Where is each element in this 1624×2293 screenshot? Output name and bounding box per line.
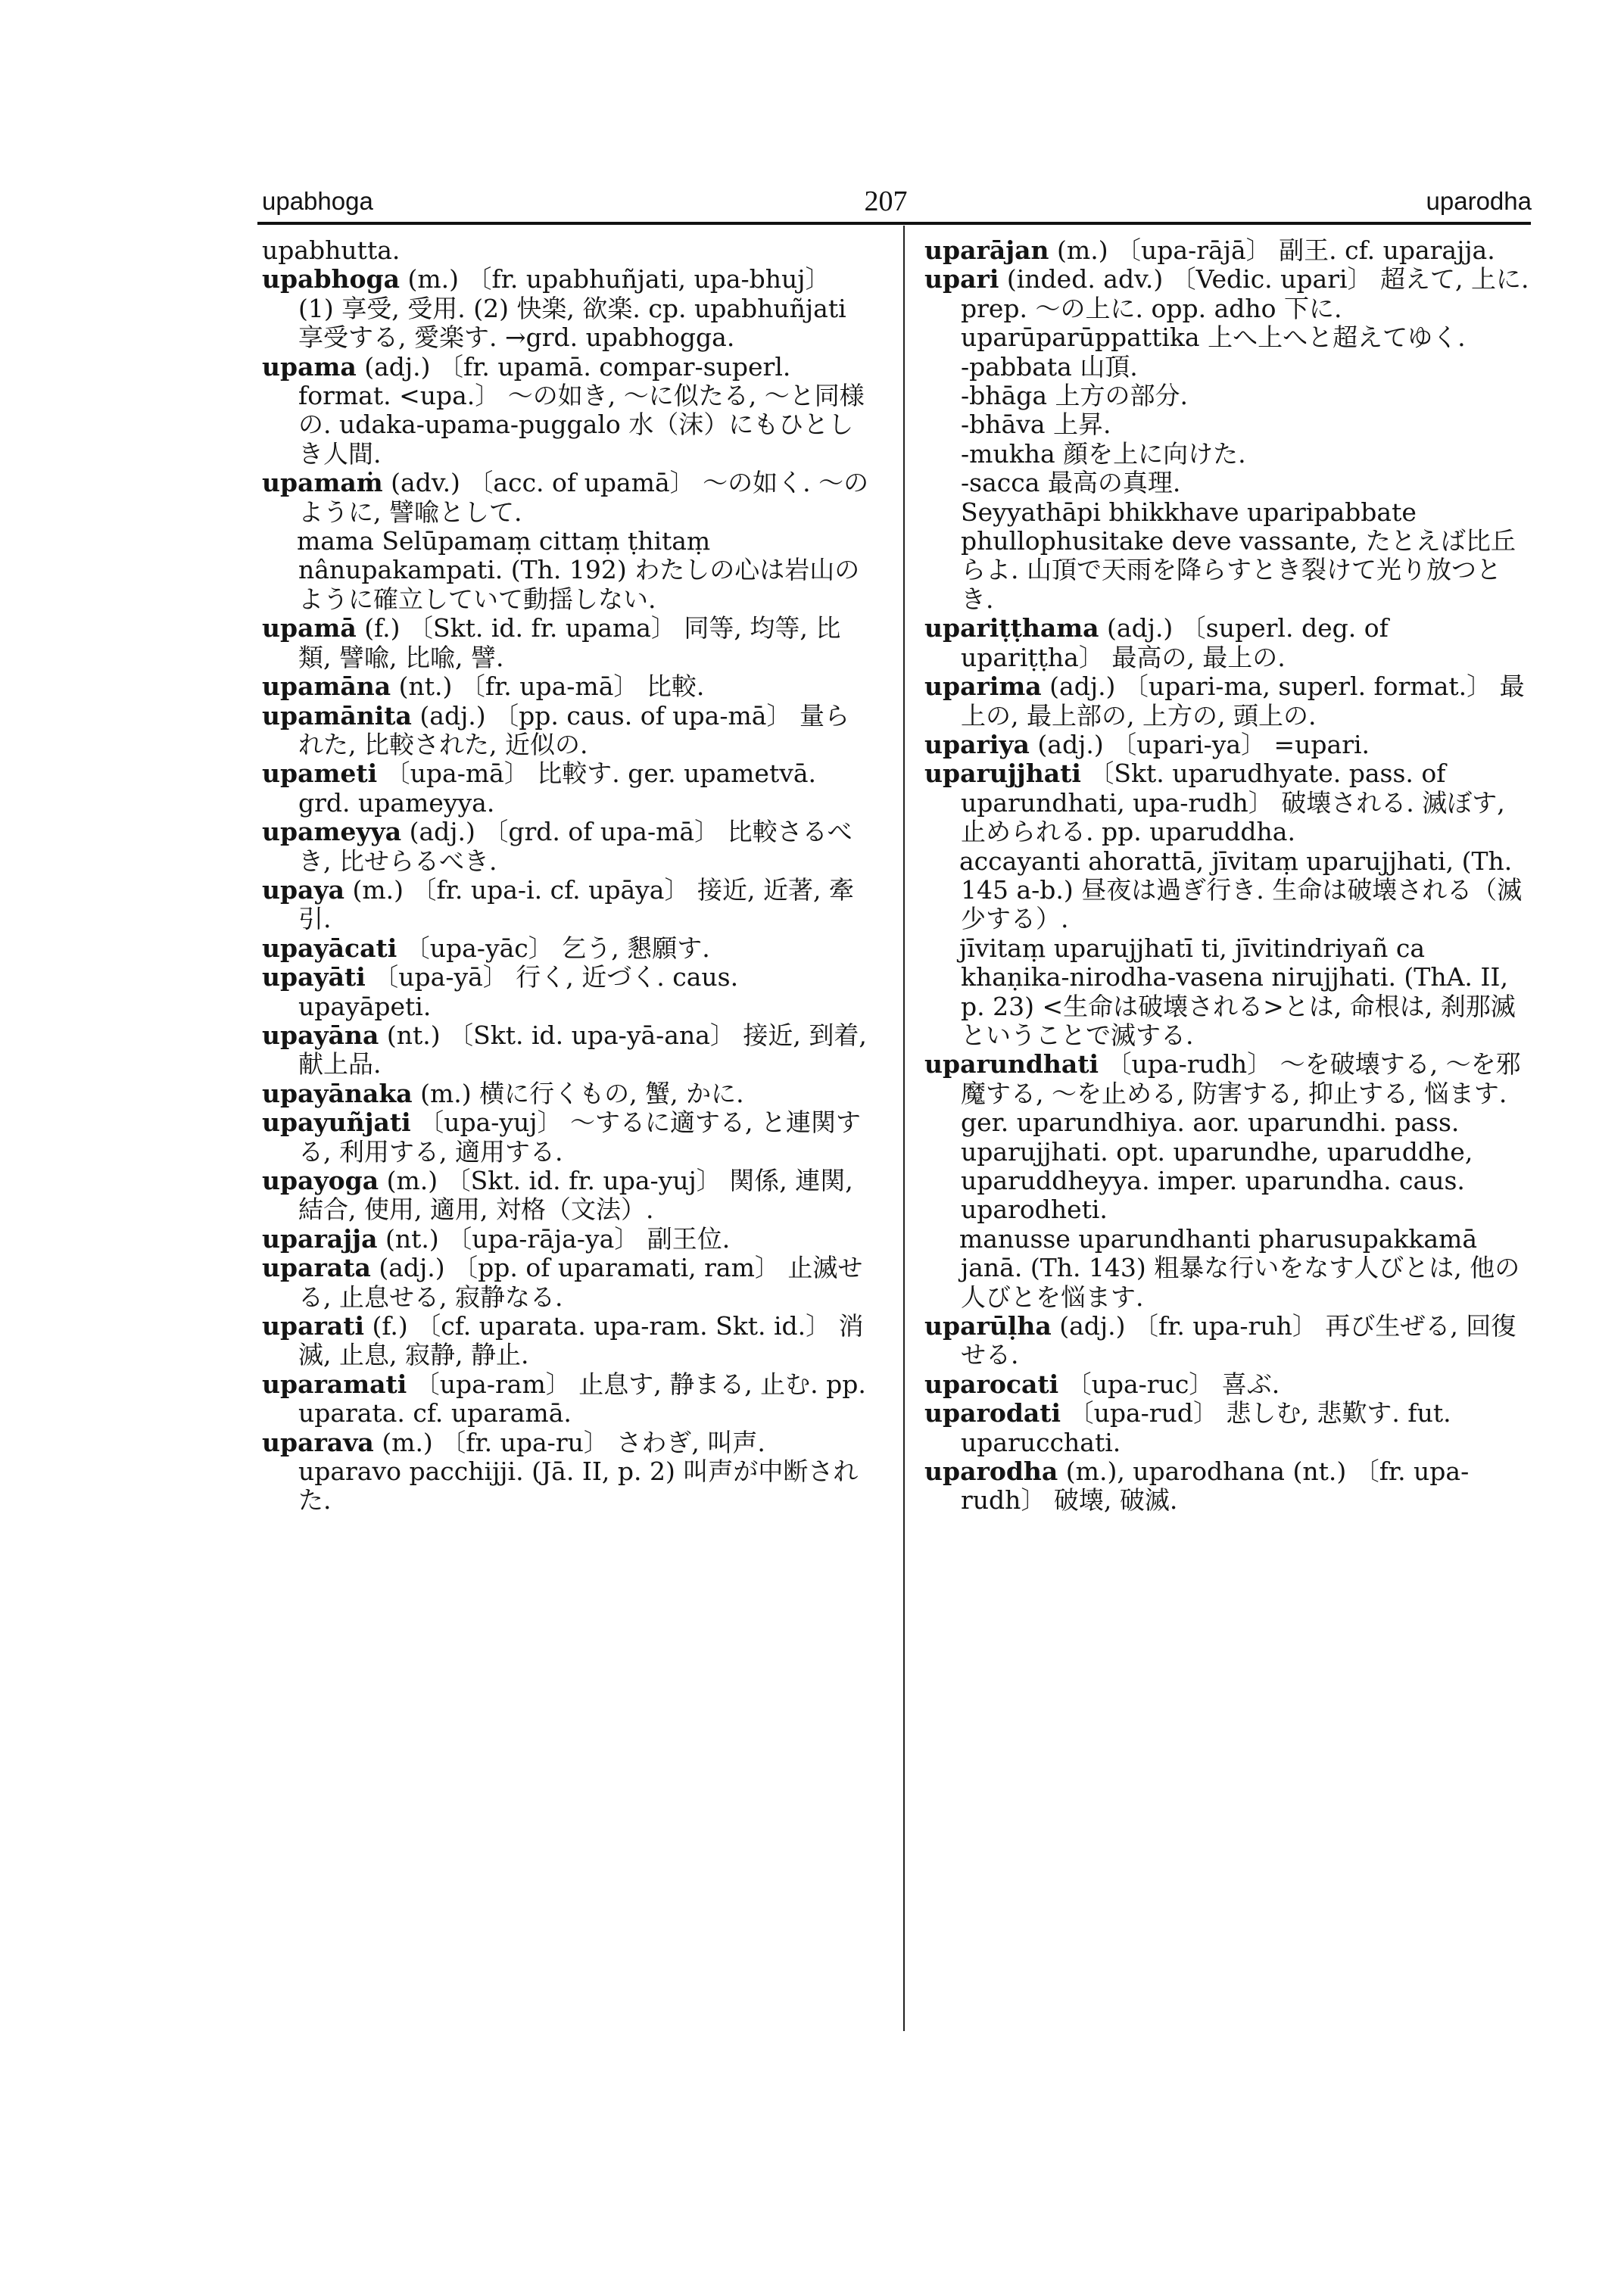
dictionary-entry xyxy=(924,1457,1530,1516)
entry-definition: 〔upa-ruc〕 喜ぶ. xyxy=(1058,1369,1280,1399)
entry-definition: 〔upa-rudh〕 ～を破壊する, ～を邪魔する, ～を止める, 防害する, 抑止する, 悩ます. ger. uparundhiya. aor. uparundhi. pass. uparujjhati. opt. uparundhe, uparuddhe, uparuddheyya. imper. uparundha. caus. uparodheti. xyxy=(961,1049,1521,1225)
compound-subentry: Seyyathāpi bhikkhave uparipabbate phullophusitake deve vassante, たとえば比丘らよ. 山頂で天雨を降らすとき裂けて光り放つとき. xyxy=(961,497,1516,614)
entry-definition: (adj.) 〔upari-ya〕 =upari. xyxy=(1029,729,1370,759)
entry-definition: (nt.) 〔upa-rāja-ya〕 副王位. xyxy=(377,1223,731,1254)
entry-definition: (nt.) 〔fr. upa-mā〕 比較. xyxy=(391,671,705,702)
entry-definition: (m.) 横に行くもの, 蟹, かに. xyxy=(412,1078,744,1108)
dictionary-entry xyxy=(262,1428,872,1516)
entry-headword: upamaṁ xyxy=(262,468,383,498)
dictionary-entry xyxy=(924,265,1530,352)
entry-definition: (f.) 〔Skt. id. fr. upama〕 同等, 均等, 比類, 譬喩, 比喩, 譬. xyxy=(298,613,841,672)
entry-headword: uparājan xyxy=(924,235,1049,265)
entry-definition: (m.) 〔fr. upabhuñjati, upa-bhuj〕 (1) 享受, 受用. (2) 快楽, 欲楽. cp. upabhuñjati 享受する, 愛楽す. →grd. upabhogga. xyxy=(298,264,846,353)
dictionary-entry xyxy=(924,1370,1530,1399)
dictionary-entry xyxy=(262,265,872,352)
entry-definition: 〔upa-yā〕 行く, 近づく. caus. upayāpeti. xyxy=(298,962,739,1021)
dictionary-entry xyxy=(262,614,872,672)
entry-headword: upayāna xyxy=(262,1020,379,1050)
entry-definition: (m.) 〔fr. upa-ru〕 さわぎ, 叫声. uparavo pacchijji. (Jā. II, p. 2) 叫声が中断された. xyxy=(298,1427,859,1516)
entry-headword: uparati xyxy=(262,1311,364,1341)
dictionary-entry xyxy=(262,672,872,701)
dictionary-entry xyxy=(924,614,1530,672)
compound-subentry: -bhāva 上昇. xyxy=(961,410,1111,440)
dictionary-entry xyxy=(262,1108,872,1167)
running-head-right: uparodha xyxy=(1426,187,1532,215)
entry-headword: upaya xyxy=(262,874,345,905)
entry-headword: upama xyxy=(262,351,357,382)
entry-headword: uparundhati xyxy=(924,1049,1099,1080)
dictionary-entry xyxy=(262,876,872,934)
entry-definition: (adj.) 〔fr. upa-ruh〕 再び生ぜる, 回復せる. xyxy=(961,1311,1516,1370)
entry-definition: 〔upa-rud〕 悲しむ, 悲歎す. fut. uparucchati. xyxy=(961,1398,1451,1457)
entry-definition: 〔upa-yāc〕 乞う, 懇願す. xyxy=(397,933,710,963)
entry-definition: (adj.) 〔fr. upamā. compar-superl. format. <upa.〕 ～の如き, ～に似たる, ～と同様の. udaka-upama-puggalo 水（沫）にもひとしき人間. xyxy=(298,351,865,469)
dictionary-entry xyxy=(924,1399,1530,1457)
dictionary-entry xyxy=(924,1050,1530,1224)
entry-headword: uparūḷha xyxy=(924,1311,1052,1341)
dictionary-entry xyxy=(262,759,872,818)
entry-headword: uparodati xyxy=(924,1398,1061,1428)
dictionary-entry xyxy=(262,1312,872,1370)
compound-subentry: -pabbata 山頂. xyxy=(961,351,1138,382)
entry-headword: upayuñjati xyxy=(262,1108,411,1138)
entry-definition: (adj.) 〔upari-ma, superl. format.〕 最上の, 最上部の, 上方の, 頭上の. xyxy=(961,671,1525,731)
entry-definition: 〔upa-yuj〕 ～するに適する, と連関する, 利用する, 適用する. xyxy=(298,1108,862,1167)
compound-subentry: -mukha 顔を上に向けた. xyxy=(961,438,1246,469)
entry-definition: 〔Skt. uparudhyate. pass. of uparundhati, upa-rudh〕 破壊される. 滅ぼす, 止められる. pp. uparuddha. xyxy=(961,759,1505,847)
dictionary-entry xyxy=(262,1021,872,1080)
entry-headword: upamānita xyxy=(262,700,412,731)
continued-entry: upabhutta. xyxy=(262,235,401,265)
entry-definition: (adj.) 〔superl. deg. of upariṭṭha〕 最高の, 最上の. xyxy=(961,613,1389,672)
dictionary-entry xyxy=(262,963,872,1021)
entry-definition: (inded. adv.) 〔Vedic. upari〕 超えて, 上に. prep. ～の上に. opp. adho 下に. uparūparūppattika 上へ上へと超えてゆく. xyxy=(961,264,1529,353)
entry-definition: (adv.) 〔acc. of upamā〕 ～の如く. ～のように, 譬喩として. xyxy=(298,468,869,527)
entry-headword: uparamati xyxy=(262,1369,407,1399)
entry-headword: upayāti xyxy=(262,962,366,992)
entry-definition: (adj.) 〔pp. of uparamati, ram〕 止滅せる, 止息せる, 寂静なる. xyxy=(298,1253,863,1312)
entry-headword: upameti xyxy=(262,759,378,789)
entry-headword: upayānaka xyxy=(262,1078,413,1108)
entry-definition: (f.) 〔cf. uparata. upa-ram. Skt. id.〕 消滅, 止息, 寂静, 静止. xyxy=(298,1311,864,1370)
header-rule xyxy=(257,222,1531,225)
entry-headword: upariya xyxy=(924,729,1030,759)
entry-headword: uparujjhati xyxy=(924,759,1081,789)
entry-definition: 〔upa-mā〕 比較す. ger. upametvā. grd. upameyya. xyxy=(298,759,817,818)
entry-definition: (adj.) 〔grd. of upa-mā〕 比較さるべき, 比せらるべき. xyxy=(298,817,853,876)
dictionary-entry xyxy=(262,353,872,469)
entry-definition: (m.) 〔upa-rājā〕 副王. cf. uparajja. xyxy=(1049,235,1495,265)
entry-headword: uparodha xyxy=(924,1456,1058,1487)
example-quotation: accayanti ahorattā, jīvitaṃ uparujjhati, (Th. 145 a-b.) 昼夜は過ぎ行き. 生命は破壊される（滅少する）. xyxy=(959,846,1523,934)
dictionary-entry xyxy=(924,236,1530,265)
example-quotation: mama Selūpamaṃ cittaṃ ṭhitaṃ nânupakampati. (Th. 192) わたしの心は岩山のように確立していて動揺しない. xyxy=(297,526,860,614)
running-head-left: upabhoga xyxy=(262,187,373,215)
dictionary-entry xyxy=(262,1370,872,1428)
dictionary-entry xyxy=(262,1254,872,1312)
entry-headword: uparajja xyxy=(262,1223,378,1254)
compound-subentry: -bhāga 上方の部分. xyxy=(961,381,1188,411)
right-column xyxy=(924,236,1530,1516)
dictionary-entry xyxy=(262,1080,872,1108)
dictionary-entry xyxy=(262,818,872,876)
entry-definition: (nt.) 〔Skt. id. upa-yā-ana〕 接近, 到着, 献上品. xyxy=(298,1020,867,1080)
dictionary-entry xyxy=(924,731,1530,759)
dictionary-entry xyxy=(924,1312,1530,1370)
entry-headword: upamā xyxy=(262,613,357,643)
column-divider xyxy=(903,226,905,2031)
entry-definition: (m.) 〔Skt. id. fr. upa-yuj〕 関係, 連関, 結合, 使用, 適用, 対格（文法）. xyxy=(298,1166,853,1225)
entry-headword: upayācati xyxy=(262,933,397,963)
entry-headword: upari xyxy=(924,264,999,294)
entry-headword: upayoga xyxy=(262,1166,379,1195)
entry-headword: upamāna xyxy=(262,671,391,702)
dictionary-entry xyxy=(262,1225,872,1254)
dictionary-entry xyxy=(262,469,872,527)
example-quotation: jīvitaṃ uparujjhatī ti, jīvitindriyañ ca khaṇika-nirodha-vasena nirujjhati. (ThA. II, p. 23) <生命は破壊される>とは, 命根は, 刹那滅ということで滅する. xyxy=(959,933,1516,1050)
entry-headword: uparava xyxy=(262,1427,374,1457)
dictionary-entry xyxy=(924,672,1530,731)
left-column xyxy=(262,236,872,1516)
dictionary-entry xyxy=(924,759,1530,846)
entry-headword: upameyya xyxy=(262,817,402,847)
entry-headword: upariṭṭhama xyxy=(924,613,1099,643)
example-quotation: manusse uparundhanti pharusupakkamā janā. (Th. 143) 粗暴な行いをなす人びとは, 他の人びとを悩ます. xyxy=(959,1223,1520,1312)
compound-subentry: -sacca 最高の真理. xyxy=(961,468,1181,498)
entry-definition: (adj.) 〔pp. caus. of upa-mā〕 量られた, 比較された, 近似の. xyxy=(298,700,849,759)
entry-headword: upabhoga xyxy=(262,264,400,294)
entry-definition: 〔upa-ram〕 止息す, 静まる, 止む. pp. uparata. cf. uparamā. xyxy=(298,1369,866,1428)
page-number: 207 xyxy=(864,185,908,217)
entry-headword: uparima xyxy=(924,671,1042,702)
entry-definition: (m.), uparodhana (nt.) 〔fr. upa-rudh〕 破壊, 破滅. xyxy=(961,1456,1470,1516)
dictionary-entry xyxy=(262,702,872,760)
dictionary-entry xyxy=(262,1167,872,1225)
entry-definition: (m.) 〔fr. upa-i. cf. upāya〕 接近, 近著, 牽引. xyxy=(298,874,854,934)
dictionary-entry xyxy=(262,934,872,963)
entry-headword: uparocati xyxy=(924,1369,1059,1399)
entry-headword: uparata xyxy=(262,1253,371,1283)
